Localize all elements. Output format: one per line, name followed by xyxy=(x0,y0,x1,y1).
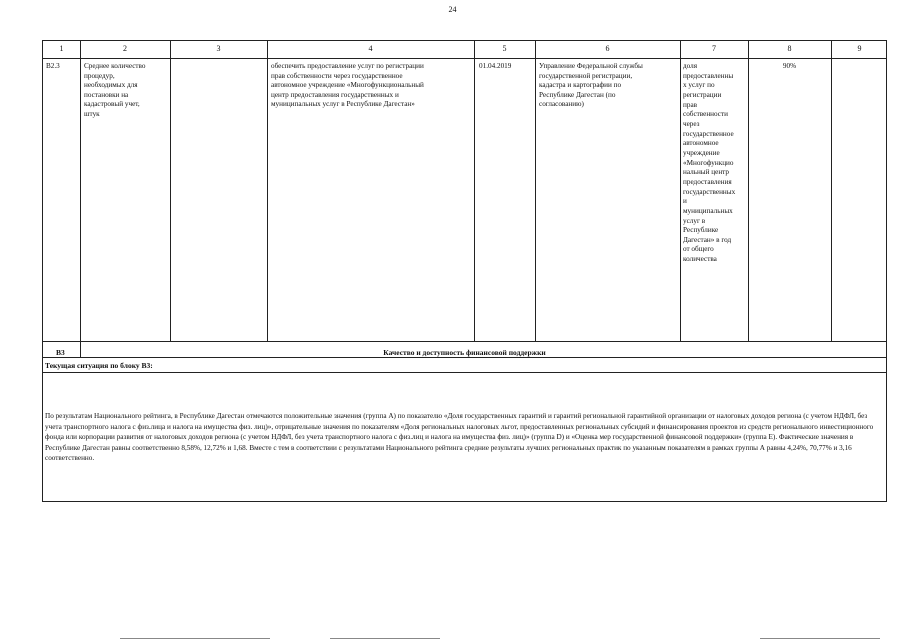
col-header-2: 2 xyxy=(123,44,127,53)
indicator-cell: Среднее количество процедур, необходимых для постановки на кадастровый учет, штук xyxy=(84,62,146,118)
measure-cell: обеспечить предоставление услуг по регистрации прав собственности через государственное автономное учреждение «Многофункциональный центр предоставления государственных и муниципальных услуг в Республике Дагестан» xyxy=(271,62,424,109)
col-divider-5 xyxy=(535,41,536,341)
current-situation-text: По результатам Национального рейтинга, в Республике Дагестан отмечаются положительные значения (группа А) по показателю «Доля государственных гарантий и гарантий региональной гарантийной организации от налоговых доходов региона (с учетом НДФЛ, без учета транспортного налога с физ.лица и налога на имущества физ. лиц)», отрицательные значения по показателям «Доля региональных налоговых льгот, предоставленных региональных субсидий и финансирования проектов из средств регионального инвестиционного фонда или корпорации развития от налоговых доходов региона (с учетом НДФЛ, без учета транспортного налога с физ.лиц и налога на имущества физ. лиц)» (группа D) и «Оценка мер государственной финансовой поддержки» (группа Е). Фактические значения в Республике Дагестан равны соответственно 8,58%, 12,72% и 1,68. Вместе с тем в соответствии с результатами Национального рейтинга средние результаты лучших региональных практик по указанным показателям в рамках группы А равны 4,24%, 70,77% и 3,16 соответственно. xyxy=(45,412,874,463)
col-divider-8 xyxy=(831,41,832,341)
col-divider-4 xyxy=(474,41,475,341)
col-header-8: 8 xyxy=(787,44,792,53)
col-header-1: 1 xyxy=(59,44,64,53)
plan-table xyxy=(42,40,887,502)
col-divider-6 xyxy=(680,41,681,341)
col-divider-1 xyxy=(80,41,81,357)
responsible-cell: Управление Федеральной службы государственной регистрации, кадастра и картографии по Республике Дагестан (по согласованию) xyxy=(539,62,643,109)
kpi-cell: доля предоставленны х услуг по регистрации прав собственности через государственное автономное учреждение «Многофункцио нальный центр предоставления государственных и муниципальных услуг в Республике Дагестан» в год от общего количества xyxy=(683,62,736,264)
date-cell: 01.04.2019 xyxy=(479,62,512,70)
page-number: 24 xyxy=(448,5,457,14)
target-cell: 90% xyxy=(782,62,797,70)
col-header-7: 7 xyxy=(712,44,716,53)
block-b3-divider xyxy=(43,357,886,358)
col-divider-2 xyxy=(170,41,171,341)
col-divider-3 xyxy=(267,41,268,341)
current-situation-label: Текущая ситуация по блоку В3: xyxy=(45,361,153,370)
col-header-4: 4 xyxy=(368,44,373,53)
col-header-6: 6 xyxy=(605,44,610,53)
block-b3-code: В3 xyxy=(56,348,65,357)
block-b3-title: Качество и доступность финансовой поддержки xyxy=(383,348,546,357)
scan-artifact xyxy=(760,638,880,639)
col-header-9: 9 xyxy=(857,44,862,53)
row-b23-divider xyxy=(43,341,886,342)
col-divider-7 xyxy=(748,41,749,341)
col-header-3: 3 xyxy=(216,44,221,53)
status-label-divider xyxy=(43,372,886,373)
col-header-5: 5 xyxy=(502,44,507,53)
row-code: В2.3 xyxy=(46,62,60,70)
scan-artifact xyxy=(330,638,440,639)
scan-artifact xyxy=(120,638,270,639)
